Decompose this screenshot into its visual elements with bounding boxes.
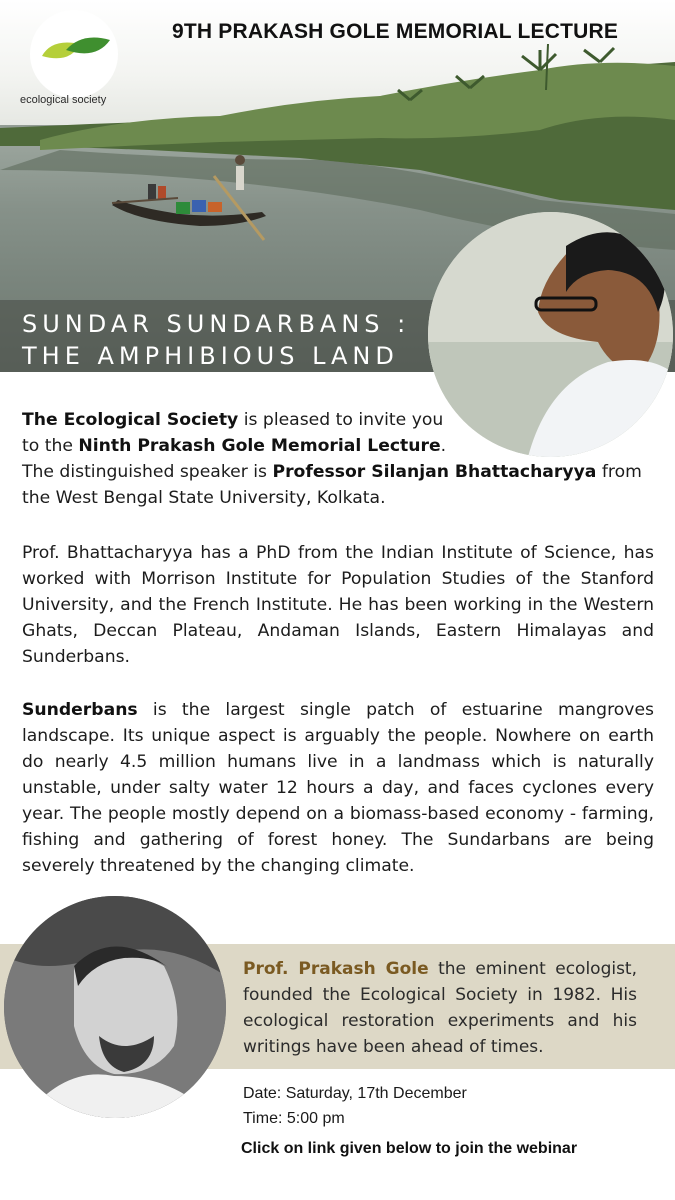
founder-paragraph: Prof. Prakash Gole the eminent ecologist, founded the Ecological Society in 1982. His ecological restoration experiments and his writings have been ahead of times. xyxy=(243,959,638,1057)
sunderbans-paragraph: Sunderbans is the largest single patch of estuarine mangroves landscape. Its unique aspect is arguably the people. Nowhere on earth do nearly 4.5 million humans live in a landmass which is naturally unstable, under salty water 12 hours a day, and faces cyclones every year. The people mostly depend on a biomass-based economy - farming, fishing and gathering of forest honey. The Sundarbans are being severely threatened by the changing climate. xyxy=(22,700,654,876)
topic-title-line-1: SUNDAR SUNDARBANS : xyxy=(22,310,411,338)
event-date: Date: Saturday, 17th December xyxy=(243,1085,467,1102)
org-name: The Ecological Society xyxy=(22,410,239,430)
logo-caption: ecological society xyxy=(20,94,107,106)
lecture-name: Ninth Prakash Gole Memorial Lecture xyxy=(78,436,441,456)
speaker-name: Professor Silanjan Bhattacharyya xyxy=(272,462,597,482)
event-title: 9TH PRAKASH GOLE MEMORIAL LECTURE xyxy=(171,20,619,43)
founder-name: Prof. Prakash Gole xyxy=(243,959,429,979)
leaf-logo-icon xyxy=(30,10,118,98)
ecological-society-logo xyxy=(30,10,118,98)
speaker-bio-paragraph: Prof. Bhattacharyya has a PhD from the Indian Institute of Science, has worked with Morrison Institute for Population Studies of the Stanford University, and the French Institute. He has been working in the Western Ghats, Deccan Plateau, Andaman Islands, Eastern Himalayas and Sunderbans. xyxy=(22,543,654,667)
topic-title-line-2: THE AMPHIBIOUS LAND xyxy=(22,342,399,370)
event-time: Time: 5:00 pm xyxy=(243,1110,345,1127)
invitation-paragraph: The Ecological Society is pleased to invite you to the Ninth Prakash Gole Memorial Lecture. The distinguished speaker is Professor Silanjan Bhattacharyya from the West Bengal State University, Kolkata. xyxy=(22,410,642,508)
sunderbans-lead: Sunderbans xyxy=(22,700,138,720)
webinar-link-note: Click on link given below to join the webinar xyxy=(241,1140,578,1157)
founder-photo xyxy=(4,896,226,1118)
